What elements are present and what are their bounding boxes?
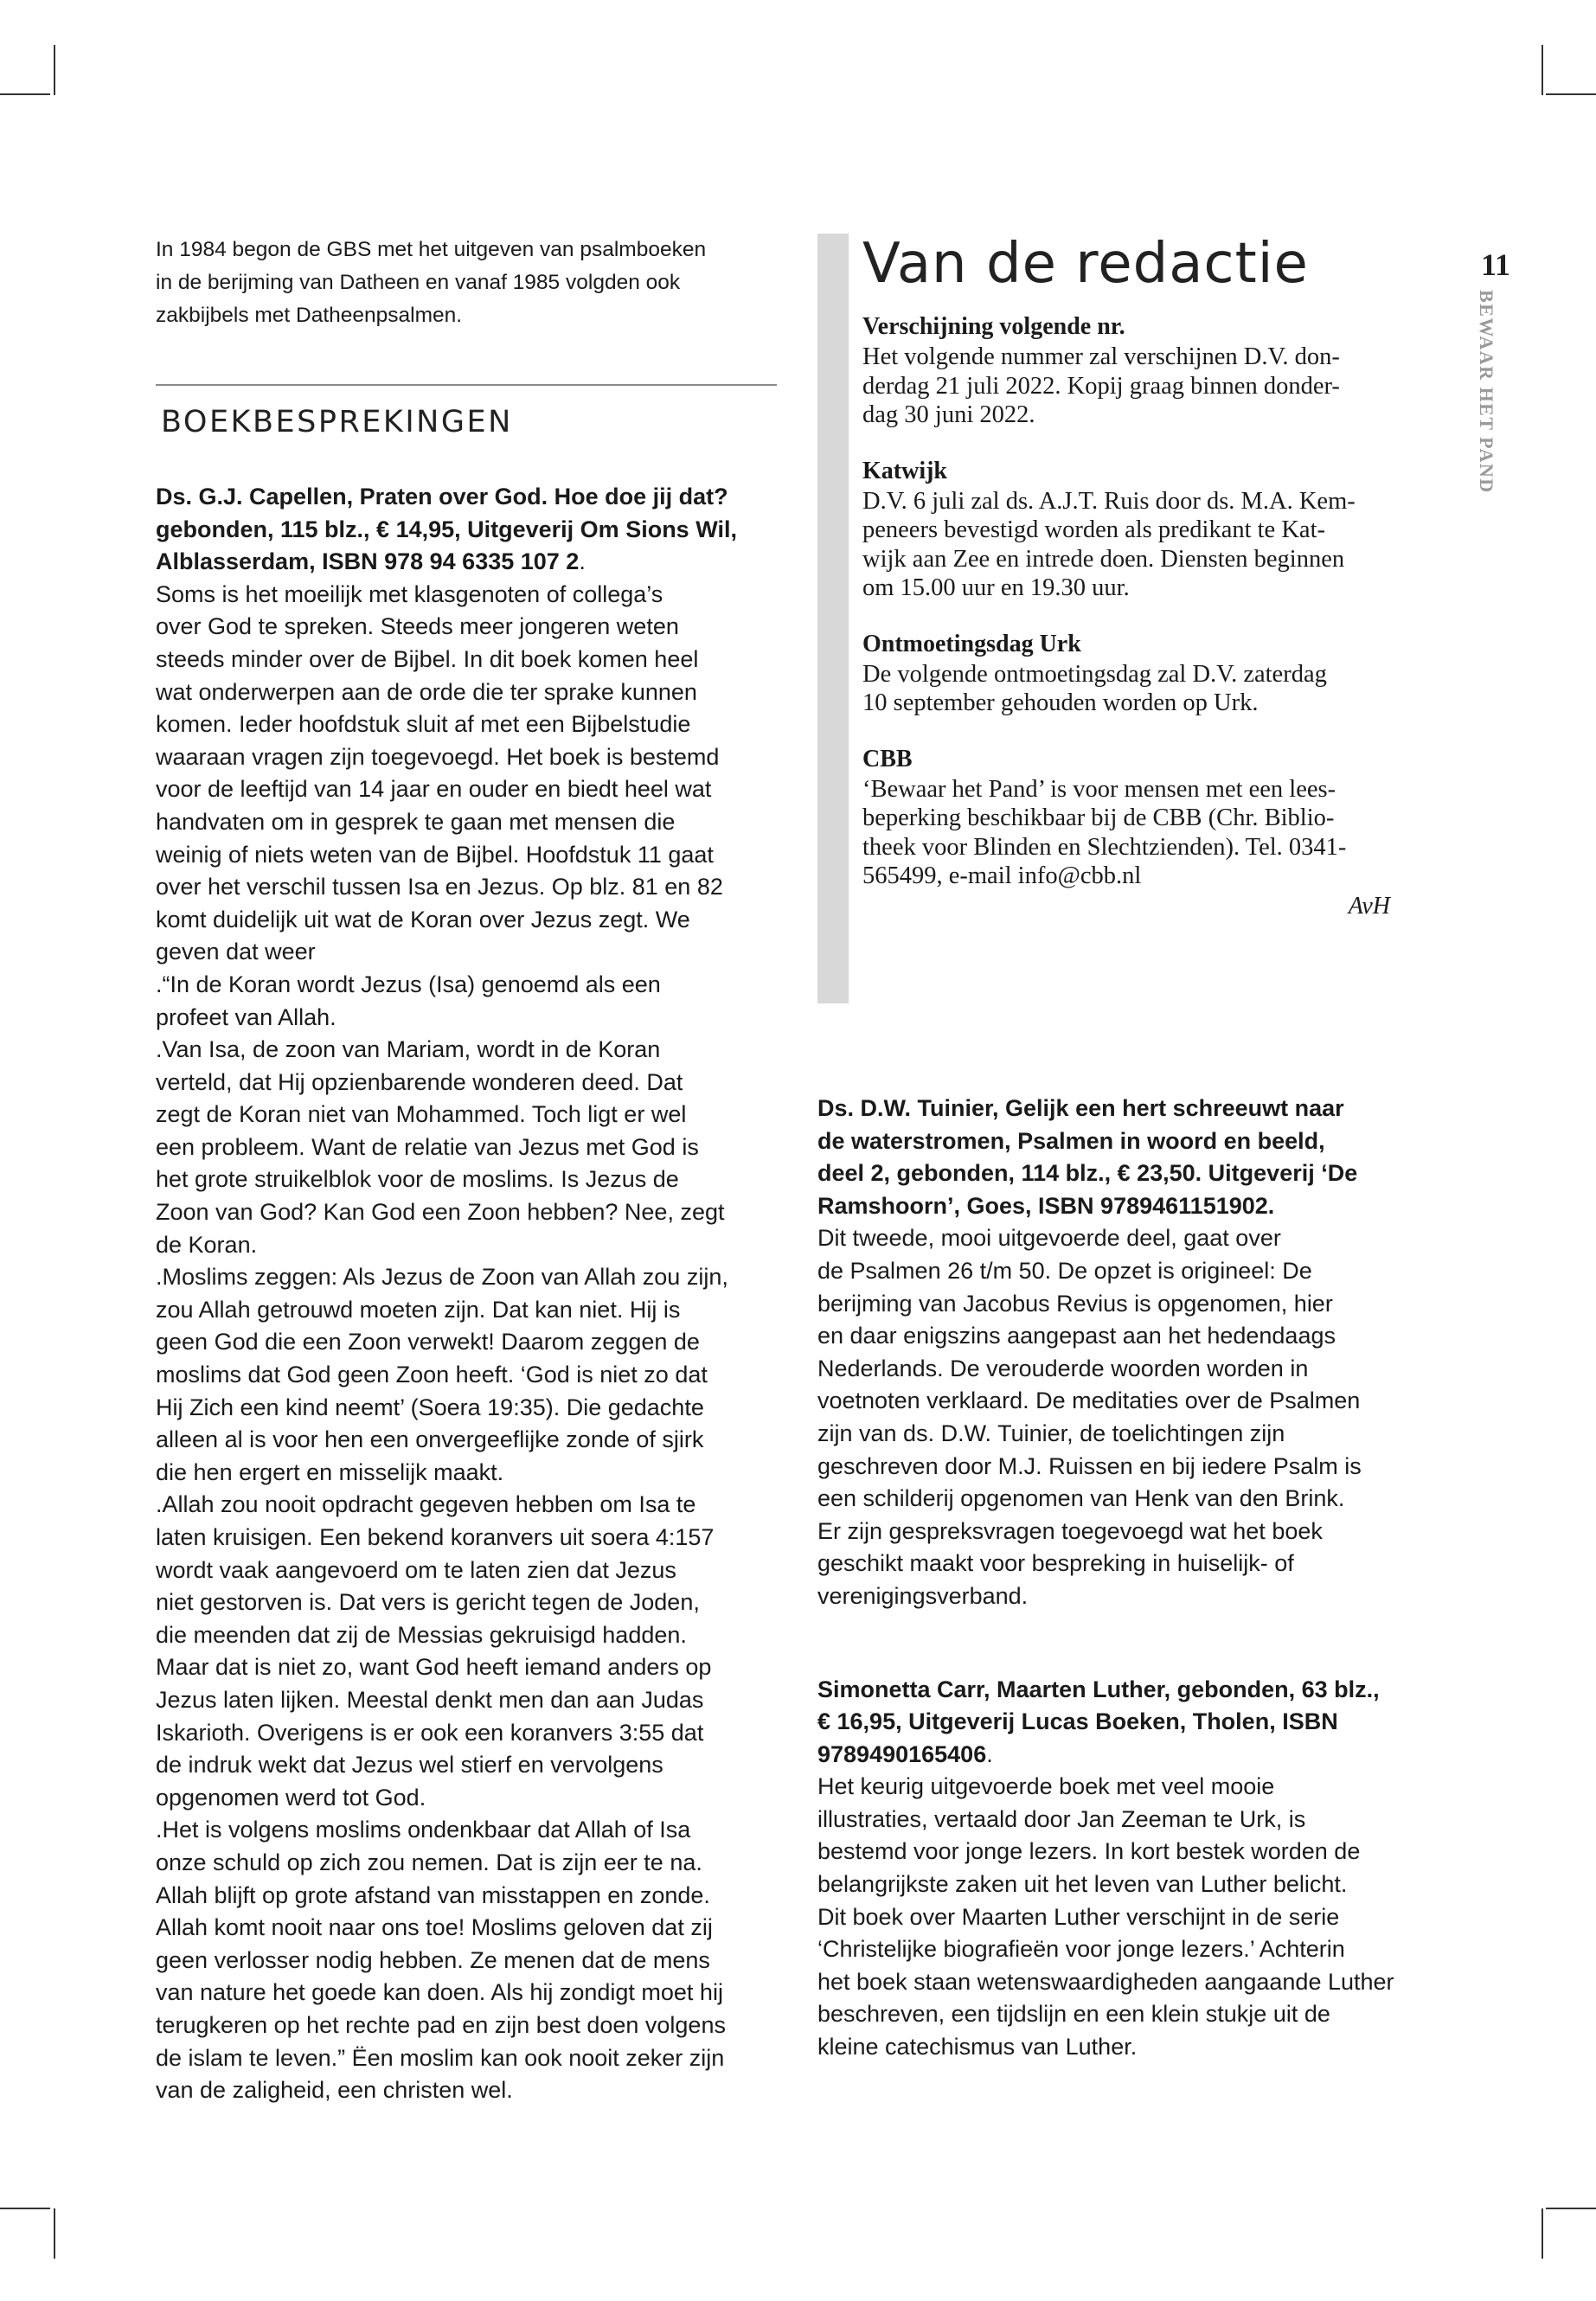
body-line: komt duidelijk uit wat de Koran over Jezus zegt. We (156, 906, 690, 933)
citation-line: deel 2, gebonden, 114 blz., € 23,50. Uitgeverij ‘De (817, 1160, 1358, 1187)
body-line: om 15.00 uur en 19.30 uur. (862, 574, 1130, 601)
body-line: ‘Bewaar het Pand’ is voor mensen met een lees- (862, 775, 1336, 803)
editorial-section-body (862, 343, 1390, 430)
body-line: alleen al is voor hen een onvergeeflijke zonde of sjirk (156, 1426, 704, 1453)
body-line: die meenden dat zij de Messias gekruisigd hadden. (156, 1621, 687, 1648)
editorial-section-heading: CBB (862, 745, 913, 772)
citation-line: Simonetta Carr, Maarten Luther, gebonden, 63 blz., (817, 1676, 1380, 1702)
body-line: zijn van ds. D.W. Tuinier, de toelichtingen zijn (817, 1420, 1285, 1446)
editorial-section (862, 744, 1390, 891)
editorial-title: Van de redactie (862, 232, 1309, 296)
intro-line: In 1984 begon de GBS met het uitgeven van psalmboeken (156, 238, 707, 261)
body-line: D.V. 6 juli zal ds. A.J.T. Ruis door ds. M.A. Kem- (862, 487, 1356, 515)
body-line: 565499, e-mail info@cbb.nl (862, 862, 1142, 889)
body-line: steeds minder over de Bijbel. In dit boek komen heel (156, 645, 699, 672)
crop-mark (0, 93, 50, 95)
body-line: handvaten om in gesprek te gaan met mensen die (156, 808, 676, 835)
editorial-sidebar-bar (817, 234, 849, 1003)
crop-mark (54, 2208, 55, 2259)
body-line: zegt de Koran niet van Mohammed. Toch ligt er wel (156, 1101, 687, 1128)
body-line: bestemd voor jonge lezers. In kort bestek worden de (817, 1838, 1361, 1865)
section-heading: BOEKBESPREKINGEN (161, 405, 513, 439)
left-column (156, 234, 779, 2107)
body-line: van de zaligheid, een christen wel. (156, 2077, 513, 2104)
body-line: laten kruisigen. Een bekend koranvers uit soera 4:157 (156, 1524, 715, 1550)
body-line: Het volgende nummer zal verschijnen D.V. don- (862, 343, 1340, 370)
body-line: illustraties, vertaald door Jan Zeeman te Urk, is (817, 1805, 1306, 1832)
body-line: .“In de Koran wordt Jezus (Isa) genoemd als een (156, 971, 661, 997)
body-line: voor de leeftijd van 14 jaar en ouder en biedt heel wat (156, 776, 712, 803)
body-line: wat onderwerpen aan de orde die ter sprake kunnen (156, 678, 697, 705)
editorial-box (817, 234, 1440, 1003)
body-line: wordt vaak aangevoerd om te laten zien dat Jezus (156, 1556, 676, 1583)
body-line: De volgende ontmoetingsdag zal D.V. zaterdag (862, 660, 1327, 688)
running-head: BEWAAR HET PAND (1476, 290, 1497, 494)
citation-line: Ramshoorn’, Goes, ISBN 9789461151902. (817, 1192, 1275, 1219)
review-citation (817, 1674, 1449, 1772)
body-line: het boek staan wetenswaardigheden aangaande Luther (817, 1968, 1394, 1995)
editorial-section-heading: Verschijning volgende nr. (862, 313, 1125, 340)
book-review-capellen (156, 481, 779, 2107)
body-line: .Moslims zeggen: Als Jezus de Zoon van Allah zou zijn, (156, 1264, 728, 1291)
citation-line: Alblasserdam, ISBN 978 94 6335 107 2 (156, 548, 580, 575)
body-line: zou Allah getrouwd moeten zijn. Dat kan niet. Hij is (156, 1296, 681, 1323)
citation-line: € 16,95, Uitgeverij Lucas Boeken, Tholen, ISBN (817, 1708, 1338, 1735)
crop-mark (1542, 45, 1543, 95)
body-line: geen verlosser nodig hebben. Ze menen dat de mens (156, 1946, 710, 1973)
review-body (156, 579, 779, 2107)
body-line: Maar dat is niet zo, want God heeft iemand anders op (156, 1654, 712, 1681)
body-line: en daar enigszins aangepast aan het hedendaags (817, 1323, 1336, 1349)
citation-line: de waterstromen, Psalmen in woord en beeld, (817, 1127, 1325, 1154)
body-line: de Koran. (156, 1231, 258, 1258)
body-line: Iskarioth. Overigens is er ook een koranvers 3:55 dat (156, 1719, 704, 1746)
body-line: verteld, dat Hij opzienbarende wonderen deed. Dat (156, 1068, 683, 1095)
editorial-section (862, 456, 1390, 603)
body-line: Nederlands. De verouderde woorden worden in (817, 1355, 1309, 1381)
body-line: over het verschil tussen Isa en Jezus. Op blz. 81 en 82 (156, 874, 723, 901)
body-line: verenigingsverband. (817, 1582, 1029, 1609)
body-line: het grote struikelblok voor de moslims. Is Jezus de (156, 1166, 679, 1193)
body-line: over God te spreken. Steeds meer jongeren weten (156, 613, 679, 640)
body-line: derdag 21 juli 2022. Kopij graag binnen donder- (862, 372, 1340, 400)
editorial-section-heading: Katwijk (862, 457, 947, 484)
intro-paragraph (156, 234, 779, 332)
body-line: peneers bevestigd worden als predikant te Kat- (862, 516, 1325, 543)
review-body (817, 1222, 1449, 1612)
body-line: Jezus laten lijken. Meestal denkt men dan aan Judas (156, 1686, 704, 1713)
editorial-section-body (862, 660, 1390, 718)
citation-line: 9789490165406 (817, 1740, 987, 1767)
body-line: Allah komt nooit naar ons toe! Moslims geloven dat zij (156, 1914, 713, 1941)
editorial-section (862, 629, 1390, 718)
editorial-section-heading: Ontmoetingsdag Urk (862, 630, 1081, 657)
editorial-content (862, 234, 1390, 920)
review-citation (817, 1093, 1449, 1222)
body-line: beperking beschikbaar bij de CBB (Chr. Biblio- (862, 804, 1335, 831)
body-line: Zoon van God? Kan God een Zoon hebben? Nee, zegt (156, 1199, 725, 1226)
citation-line: Ds. D.W. Tuinier, Gelijk een hert schreeuwt naar (817, 1095, 1344, 1121)
body-line: geschikt maakt voor bespreking in huiselijk- of (817, 1550, 1294, 1577)
citation-period: . (986, 1740, 993, 1767)
body-line: terugkeren op het rechte pad en zijn best doen volgens (156, 2011, 726, 2038)
body-line: berijming van Jacobus Revius is opgenomen, hier (817, 1290, 1333, 1317)
body-line: de indruk wekt dat Jezus wel stierf en vervolgens (156, 1752, 663, 1779)
intro-line: in de berijming van Datheen en vanaf 1985 volgden ook (156, 271, 681, 294)
body-line: waaraan vragen zijn toegevoegd. Het boek is bestemd (156, 743, 720, 770)
body-line: Allah blijft op grote afstand van misstappen en zonde. (156, 1881, 710, 1908)
body-line: een probleem. Want de relatie van Jezus met God is (156, 1133, 699, 1160)
body-line: van nature het goede kan doen. Als hij zondigt moet hij (156, 1979, 723, 2006)
body-line: onze schuld op zich zou nemen. Dat is zijn eer te na. (156, 1849, 702, 1875)
body-line: Dit boek over Maarten Luther verschijnt in de serie (817, 1903, 1340, 1930)
editorial-section-body (862, 487, 1390, 603)
body-line: kleine catechismus van Luther. (817, 2034, 1138, 2061)
body-line: niet gestorven is. Dat vers is gericht tegen de Joden, (156, 1589, 700, 1616)
citation-line: Ds. G.J. Capellen, Praten over God. Hoe doe jij dat? (156, 484, 728, 510)
body-line: Soms is het moeilijk met klasgenoten of collega’s (156, 580, 663, 607)
body-line: weinig of niets weten van de Bijbel. Hoofdstuk 11 gaat (156, 841, 714, 868)
body-line: Het keurig uitgevoerde boek met veel mooie (817, 1773, 1275, 1800)
body-line: Er zijn gespreksvragen toegevoegd wat het boek (817, 1517, 1323, 1544)
intro-line: zakbijbels met Datheenpsalmen. (156, 304, 463, 327)
body-line: Dit tweede, mooi uitgevoerde deel, gaat over (817, 1225, 1281, 1252)
book-review-tuinier (817, 1093, 1449, 1613)
body-line: die hen ergert en misselijk maakt. (156, 1458, 504, 1485)
book-review-carr (817, 1674, 1449, 2064)
section-divider (156, 384, 777, 386)
body-line: geven dat weer (156, 939, 316, 965)
body-line: ‘Christelijke biografieën voor jonge lezers.’ Achterin (817, 1936, 1345, 1963)
body-line: Hij Zich een kind neemt’ (Soera 19:35). Die gedachte (156, 1394, 704, 1420)
editorial-section-body (862, 775, 1390, 891)
crop-mark (1546, 93, 1596, 95)
body-line: 10 september gehouden worden op Urk. (862, 689, 1259, 716)
body-line: .Het is volgens moslims ondenkbaar dat Allah of Isa (156, 1817, 691, 1843)
body-line: wijk aan Zee en intrede doen. Diensten beginnen (862, 545, 1345, 573)
body-line: moslims dat God geen Zoon heeft. ‘God is niet zo dat (156, 1362, 708, 1388)
body-line: profeet van Allah. (156, 1003, 337, 1030)
body-line: de Psalmen 26 t/m 50. De opzet is origineel: De (817, 1257, 1312, 1284)
crop-mark (54, 45, 55, 95)
body-line: belangrijkste zaken uit het leven van Luther belicht. (817, 1871, 1348, 1898)
editorial-section (862, 311, 1390, 430)
editorial-signature: AvH (1348, 892, 1390, 920)
body-line: de islam te leven.” Ëen moslim kan ook nooit zeker zijn (156, 2044, 725, 2071)
citation-period: . (579, 548, 586, 575)
citation-line: gebonden, 115 blz., € 14,95, Uitgeverij Om Sions Wil, (156, 516, 737, 542)
crop-mark (1542, 2208, 1543, 2259)
body-line: beschreven, een tijdslijn en een klein stukje uit de (817, 2001, 1330, 2028)
body-line: .Van Isa, de zoon van Mariam, wordt in de Koran (156, 1036, 661, 1063)
body-line: voetnoten verklaard. De meditaties over de Psalmen (817, 1388, 1361, 1414)
body-line: geschreven door M.J. Ruissen en bij iedere Psalm is (817, 1452, 1362, 1479)
review-body (817, 1771, 1449, 2063)
body-line: .Allah zou nooit opdracht gegeven hebben om Isa te (156, 1491, 696, 1518)
crop-mark (0, 2208, 50, 2209)
right-column (817, 1093, 1449, 2064)
body-line: opgenomen werd tot God. (156, 1784, 426, 1811)
body-line: theek voor Blinden en Slechtzienden). Tel. 0341- (862, 833, 1347, 861)
review-citation (156, 481, 779, 579)
crop-mark (1546, 2208, 1596, 2209)
body-line: een schilderij opgenomen van Henk van den Brink. (817, 1485, 1345, 1512)
body-line: komen. Ieder hoofdstuk sluit af met een Bijbelstudie (156, 711, 691, 738)
body-line: geen God die een Zoon verwekt! Daarom zeggen de (156, 1329, 700, 1356)
body-line: dag 30 juni 2022. (862, 401, 1035, 428)
page-number: 11 (1481, 247, 1511, 282)
